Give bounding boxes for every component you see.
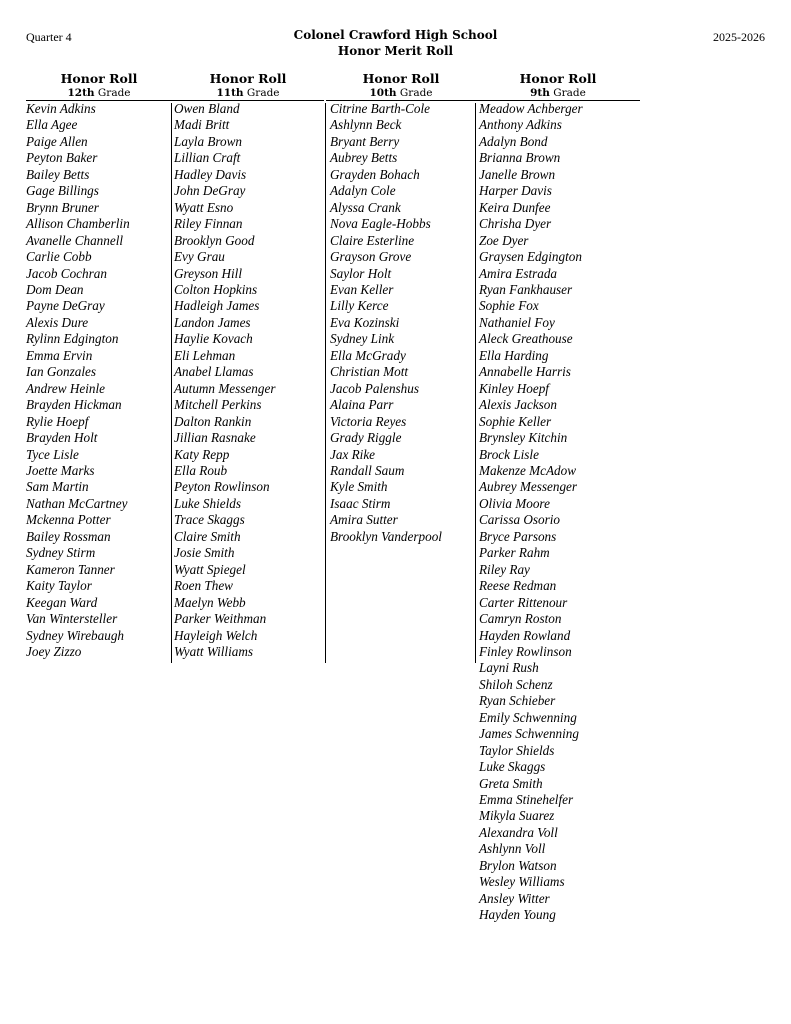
honor-roll-student-name: Riley Ray — [479, 561, 530, 577]
honor-roll-student-name: Kinley Hoepf — [479, 380, 549, 396]
name-list — [326, 101, 476, 545]
honor-roll-student-name: Luke Skaggs — [479, 759, 546, 775]
quarter-label: Quarter 4 — [26, 30, 72, 44]
honor-roll-student-name: Taylor Shields — [479, 742, 555, 758]
honor-roll-student-name: Ryan Fankhauser — [479, 281, 573, 297]
honor-roll-student-name: Van Wintersteller — [26, 611, 118, 627]
grade-word: Grade — [399, 87, 433, 99]
honor-roll-student-name: Lillian Craft — [174, 150, 241, 166]
honor-roll-student-name: Allison Chamberlin — [26, 216, 130, 232]
column-title: Honor Roll — [519, 71, 597, 86]
honor-roll-student-name: Brock Lisle — [479, 446, 539, 462]
honor-roll-student-name: Ella Agee — [26, 117, 78, 133]
honor-roll-student-name: Nova Eagle-Hobbs — [330, 216, 431, 232]
honor-roll-student-name: Annabelle Harris — [479, 364, 571, 380]
honor-roll-student-name: Claire Esterline — [330, 232, 415, 248]
honor-roll-student-name: Randall Saum — [330, 462, 405, 478]
honor-roll-student-name: Owen Bland — [174, 101, 240, 116]
column-title: Honor Roll — [60, 71, 138, 86]
honor-roll-student-name: Brylon Watson — [479, 857, 557, 873]
honor-roll-student-name: Carlie Cobb — [26, 249, 92, 265]
honor-roll-student-name: Riley Finnan — [174, 216, 243, 232]
honor-roll-student-name: Grayson Grove — [330, 249, 412, 265]
honor-roll-student-name: Nathan McCartney — [26, 495, 128, 511]
honor-roll-student-name: Ella McGrady — [330, 347, 406, 363]
honor-roll-student-name: Brynn Bruner — [26, 199, 99, 215]
honor-roll-student-name: Tyce Lisle — [26, 446, 79, 462]
honor-roll-student-name: Wesley Williams — [479, 874, 565, 890]
honor-roll-student-name: Mikyla Suarez — [479, 808, 555, 824]
honor-roll-student-name: Roen Thew — [174, 578, 233, 594]
honor-roll-student-name: Kaity Taylor — [26, 578, 92, 594]
name-list — [476, 101, 640, 924]
honor-roll-student-name: Emily Schwenning — [479, 709, 577, 725]
honor-roll-student-name: Andrew Heinle — [26, 380, 105, 396]
honor-roll-student-name: Landon James — [174, 314, 251, 330]
honor-roll-student-name: John DeGray — [174, 183, 246, 199]
honor-roll-student-name: Jillian Rasnake — [174, 430, 256, 446]
column-10th-grade — [326, 71, 476, 545]
honor-roll-student-name: Dom Dean — [26, 281, 84, 297]
grade-number: 10th — [369, 87, 397, 99]
honor-roll-student-name: Finley Rowlinson — [479, 643, 572, 659]
honor-roll-student-name: Lilly Kerce — [330, 298, 389, 314]
honor-roll-student-name: Camryn Roston — [479, 611, 562, 627]
column-header — [172, 71, 324, 101]
honor-roll-student-name: Jacob Cochran — [26, 265, 107, 281]
honor-roll-student-name: Luke Shields — [174, 495, 242, 511]
honor-roll-student-name: Madi Britt — [174, 117, 230, 133]
honor-roll-student-name: Brianna Brown — [479, 150, 561, 166]
honor-roll-student-name: Colton Hopkins — [174, 281, 258, 297]
honor-roll-student-name: Nathaniel Foy — [479, 314, 555, 330]
honor-roll-student-name: Mitchell Perkins — [174, 397, 262, 413]
honor-roll-student-name: Mckenna Potter — [26, 512, 111, 528]
honor-roll-student-name: Alyssa Crank — [330, 199, 401, 215]
honor-roll-student-name: Greyson Hill — [174, 265, 243, 281]
honor-roll-student-name: Ella Roub — [174, 462, 228, 478]
honor-roll-student-name: Kyle Smith — [330, 479, 388, 495]
honor-roll-student-name: Eva Kozinski — [330, 314, 400, 330]
grade-word: Grade — [553, 87, 586, 99]
honor-roll-student-name: Peyton Rowlinson — [174, 479, 270, 495]
honor-roll-student-name: Rylie Hoepf — [26, 413, 89, 429]
column-header — [476, 71, 640, 101]
honor-roll-student-name: Brooklyn Vanderpool — [330, 528, 442, 544]
column-title: Honor Roll — [209, 71, 287, 86]
honor-roll-student-name: Anabel Llamas — [174, 364, 254, 380]
honor-roll-student-name: Peyton Baker — [26, 150, 98, 166]
grade-label — [476, 87, 640, 100]
honor-roll-student-name: Victoria Reyes — [330, 413, 407, 429]
honor-roll-student-name: Joey Zizzo — [26, 643, 82, 659]
honor-roll-student-name: Aleck Greathouse — [479, 331, 573, 347]
column-12th-grade — [26, 71, 172, 660]
honor-roll-student-name: Haylie Kovach — [174, 331, 253, 347]
grade-word: Grade — [97, 87, 131, 99]
honor-roll-student-name: Christian Mott — [330, 364, 409, 380]
honor-roll-student-name: Isaac Stirm — [330, 495, 391, 511]
grade-label — [26, 87, 172, 100]
honor-roll-student-name: Alaina Parr — [330, 397, 394, 413]
grade-number: 12th — [67, 87, 95, 99]
honor-roll-student-name: Evan Keller — [330, 281, 394, 297]
honor-roll-student-name: Sydney Link — [330, 331, 395, 347]
honor-roll-student-name: Ryan Schieber — [479, 693, 556, 709]
honor-roll-student-name: Aubrey Betts — [330, 150, 398, 166]
honor-roll-student-name: Grady Riggle — [330, 430, 402, 446]
honor-roll-student-name: Sydney Stirm — [26, 545, 96, 561]
honor-roll-student-name: Bryce Parsons — [479, 528, 557, 544]
column-header — [326, 71, 476, 101]
honor-roll-student-name: Anthony Adkins — [479, 117, 562, 133]
column-header — [26, 71, 172, 101]
grade-label — [172, 87, 324, 100]
honor-roll-student-name: Ashlynn Voll — [479, 841, 546, 857]
column-11th-grade — [172, 71, 324, 660]
honor-roll-student-name: Makenze McAdow — [479, 462, 577, 478]
honor-roll-student-name: Carissa Osorio — [479, 512, 560, 528]
honor-roll-student-name: Meadow Achberger — [479, 101, 583, 116]
honor-roll-student-name: Janelle Brown — [479, 166, 556, 182]
honor-roll-student-name: Brynsley Kitchin — [479, 430, 568, 446]
honor-roll-student-name: Jax Rike — [330, 446, 376, 462]
honor-roll-student-name: Sam Martin — [26, 479, 89, 495]
honor-roll-student-name: Chrisha Dyer — [479, 216, 552, 232]
honor-roll-student-name: Alexis Dure — [26, 314, 89, 330]
honor-roll-student-name: Emma Stinehelfer — [479, 792, 574, 808]
honor-roll-student-name: Layla Brown — [174, 133, 243, 149]
school-name: Colonel Crawford High School — [293, 28, 498, 42]
honor-roll-student-name: Keegan Ward — [26, 594, 98, 610]
honor-roll-student-name: Amira Sutter — [330, 512, 398, 528]
honor-roll-student-name: Parker Rahm — [479, 545, 550, 561]
honor-roll-student-name: Bailey Rossman — [26, 528, 111, 544]
honor-roll-student-name: Joette Marks — [26, 462, 95, 478]
honor-roll-student-name: Eli Lehman — [174, 347, 236, 363]
honor-roll-student-name: Brayden Hickman — [26, 397, 122, 413]
honor-roll-student-name: Aubrey Messenger — [479, 479, 578, 495]
honor-roll-student-name: Citrine Barth-Cole — [330, 101, 431, 116]
honor-roll-student-name: Kevin Adkins — [26, 101, 96, 116]
name-list — [26, 101, 172, 660]
honor-roll-student-name: Hadley Davis — [174, 166, 247, 182]
honor-roll-student-name: Wyatt Williams — [174, 643, 254, 659]
honor-roll-student-name: Autumn Messenger — [174, 380, 276, 396]
honor-roll-student-name: Alexis Jackson — [479, 397, 557, 413]
honor-roll-student-name: Bailey Betts — [26, 166, 90, 182]
honor-roll-student-name: Ansley Witter — [479, 890, 550, 906]
honor-roll-student-name: Kameron Tanner — [26, 561, 115, 577]
honor-roll-student-name: Sophie Keller — [479, 413, 552, 429]
name-list — [172, 101, 324, 660]
honor-roll-student-name: Wyatt Spiegel — [174, 561, 246, 577]
honor-roll-student-name: Ella Harding — [479, 347, 549, 363]
honor-roll-student-name: Keira Dunfee — [479, 199, 551, 215]
honor-roll-student-name: Hayden Rowland — [479, 627, 571, 643]
honor-roll-student-name: Grayden Bohach — [330, 166, 420, 182]
honor-roll-student-name: Evy Grau — [174, 249, 225, 265]
honor-roll-student-name: Claire Smith — [174, 528, 241, 544]
honor-roll-student-name: Adalyn Cole — [330, 183, 396, 199]
honor-roll-student-name: Rylinn Edgington — [26, 331, 119, 347]
honor-roll-student-name: Hayden Young — [479, 907, 556, 923]
honor-roll-student-name: Wyatt Esno — [174, 199, 234, 215]
honor-roll-student-name: Layni Rush — [479, 660, 539, 676]
honor-roll-student-name: Ian Gonzales — [26, 364, 96, 380]
honor-roll-student-name: Parker Weithman — [174, 611, 267, 627]
honor-roll-student-name: Brooklyn Good — [174, 232, 255, 248]
grade-number: 9th — [530, 87, 550, 99]
page-title — [0, 27, 791, 59]
honor-roll-student-name: Alexandra Voll — [479, 824, 558, 840]
grade-word: Grade — [246, 87, 280, 99]
honor-roll-student-name: Sydney Wirebaugh — [26, 627, 125, 643]
honor-roll-student-name: Brayden Holt — [26, 430, 98, 446]
honor-roll-student-name: Josie Smith — [174, 545, 235, 561]
honor-roll-student-name: Zoe Dyer — [479, 232, 529, 248]
honor-roll-student-name: Jacob Palenshus — [330, 380, 419, 396]
honor-roll-student-name: Gage Billings — [26, 183, 99, 199]
honor-roll-student-name: Adalyn Bond — [479, 133, 548, 149]
honor-roll-student-name: Payne DeGray — [26, 298, 105, 314]
honor-roll-student-name: Olivia Moore — [479, 495, 550, 511]
honor-roll-student-name: Maelyn Webb — [174, 594, 246, 610]
honor-roll-student-name: Shiloh Schenz — [479, 676, 553, 692]
column-9th-grade — [476, 71, 640, 924]
honor-roll-student-name: Hayleigh Welch — [174, 627, 258, 643]
honor-roll-student-name: Reese Redman — [479, 578, 557, 594]
honor-roll-student-name: Dalton Rankin — [174, 413, 252, 429]
honor-roll-student-name: Sophie Fox — [479, 298, 539, 314]
honor-roll-student-name: Amira Estrada — [479, 265, 558, 281]
grade-label — [326, 87, 476, 100]
honor-roll-student-name: Bryant Berry — [330, 133, 400, 149]
honor-roll-student-name: Trace Skaggs — [174, 512, 245, 528]
honor-roll-student-name: Graysen Edgington — [479, 249, 582, 265]
honor-roll-student-name: Paige Allen — [26, 133, 88, 149]
honor-roll-student-name: Saylor Holt — [330, 265, 392, 281]
honor-roll-student-name: Hadleigh James — [174, 298, 260, 314]
grade-number: 11th — [216, 87, 244, 99]
honor-roll-student-name: Katy Repp — [174, 446, 230, 462]
honor-roll-student-name: Emma Ervin — [26, 347, 93, 363]
column-title: Honor Roll — [362, 71, 440, 86]
document-subtitle: Honor Merit Roll — [337, 44, 454, 58]
honor-roll-student-name: Carter Rittenour — [479, 594, 568, 610]
honor-roll-student-name: Avanelle Channell — [26, 232, 124, 248]
school-year-label: 2025-2026 — [713, 30, 765, 44]
honor-roll-student-name: Greta Smith — [479, 775, 543, 791]
honor-roll-student-name: James Schwenning — [479, 726, 579, 742]
honor-roll-student-name: Ashlynn Beck — [330, 117, 402, 133]
honor-roll-student-name: Harper Davis — [479, 183, 552, 199]
